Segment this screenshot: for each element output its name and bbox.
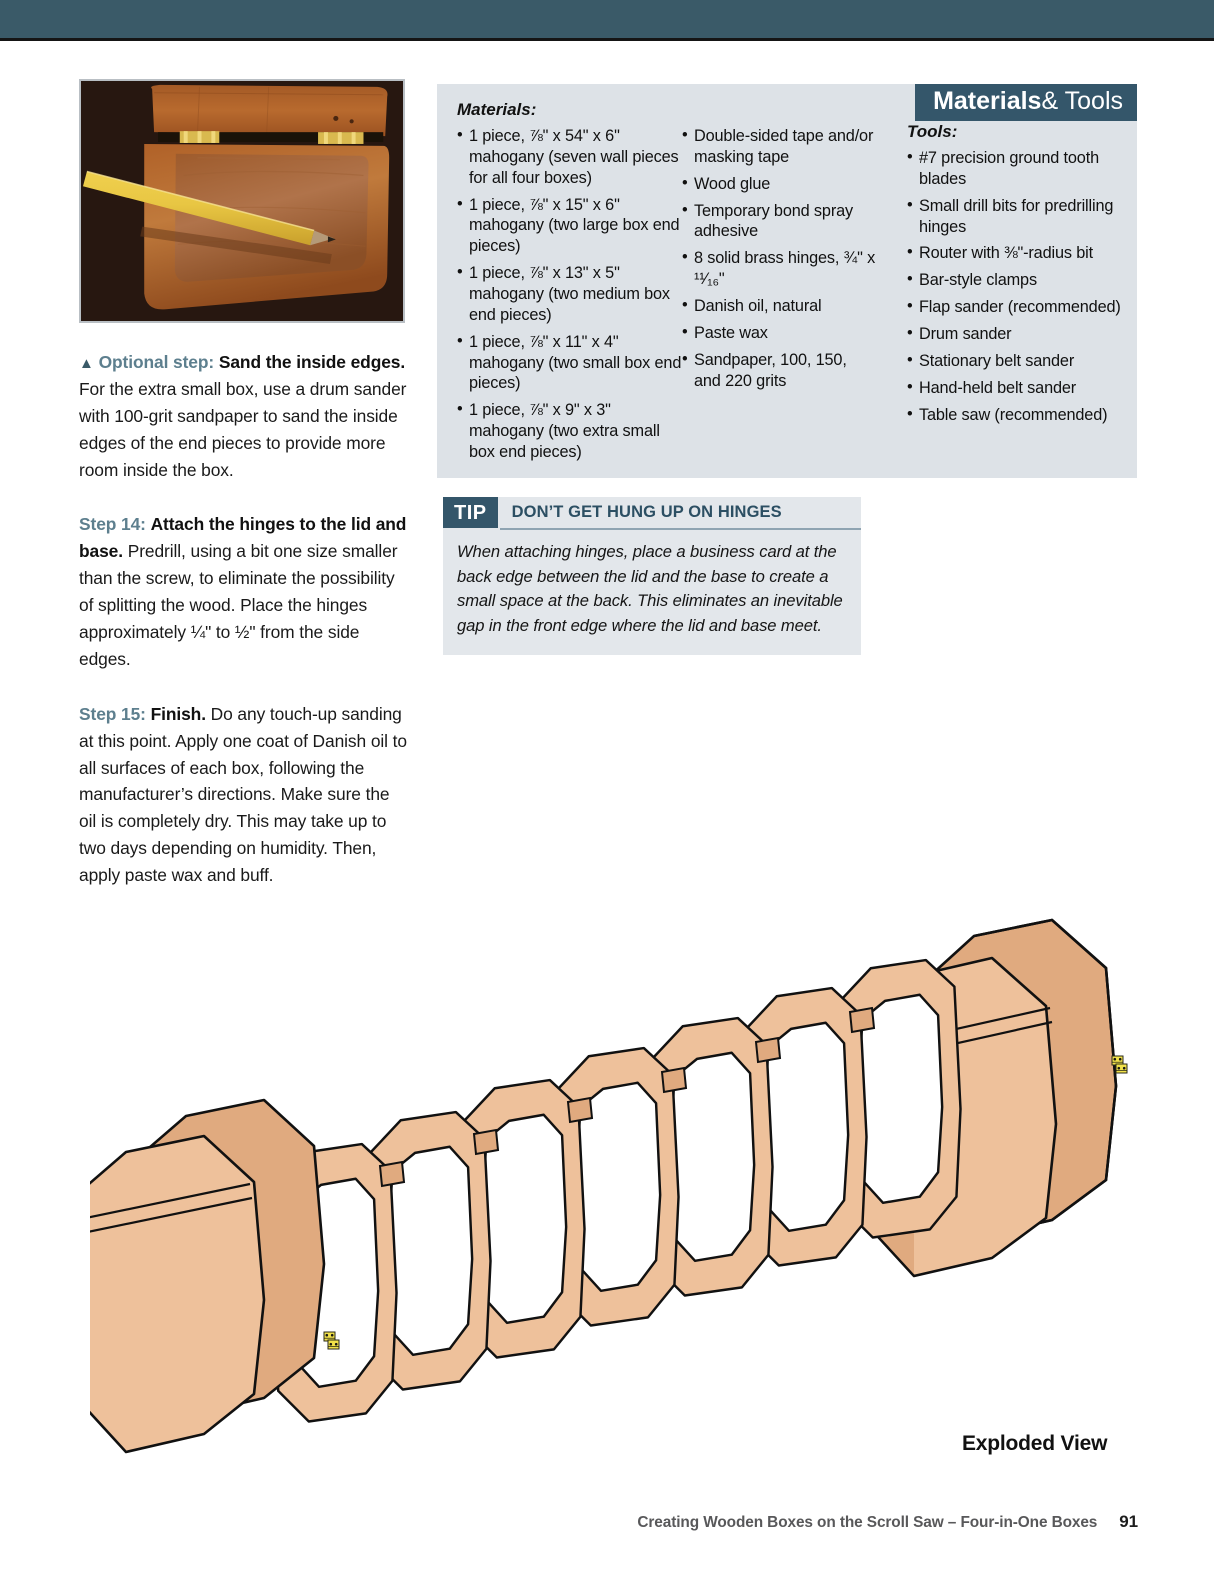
header-regular-word: & Tools [1041,87,1123,115]
page-footer [0,1512,1214,1532]
tip-title: DON’T GET HUNG UP ON HINGES [511,503,782,521]
step-15-label: Step 15: [79,703,146,724]
materials-list-1 [457,126,685,463]
list-item: • Table saw (recommended) [907,405,1132,426]
list-item: • Wood glue [682,174,877,195]
photo-illustration [81,81,403,321]
list-item: • Temporary bond spray adhesive [682,201,877,243]
list-item: • Small drill bits for predrilling hinges [907,196,1132,238]
tip-body-text: When attaching hinges, place a business card at the back edge between the lid and the base to create a small space at the back. This eliminates an inevitable gap in the front edge where the lid and base meet. [457,542,843,635]
header-bold-word: Materials [933,87,1042,115]
photo-open-mahogany-box-with-pencil [79,79,405,323]
footer-title: Creating Wooden Boxes on the Scroll Saw – Four-in-One Boxes [637,1514,1098,1531]
materials-column-1 [457,100,685,469]
list-item: • 8 solid brass hinges, ¾" x ¹¹⁄₁₆" [682,248,877,290]
step-14-paragraph [79,511,409,672]
list-item: • Router with ⅜"-radius bit [907,243,1132,264]
tools-column [907,122,1132,431]
list-item: • 1 piece, ⅞" x 11" x 4" mahogany (two small box end pieces) [457,332,685,395]
tip-box [443,497,861,655]
step-15-heading: Finish. [150,703,206,724]
tip-divider [500,528,861,530]
triangle-marker-icon: ▲ [79,355,94,372]
list-item: • #7 precision ground tooth blades [907,148,1132,190]
step-15-text: Do any touch-up sanding at this point. Apply one coat of Danish oil to all surfaces of each box, following the manufacturer’s directions. Make sure the oil is completely dry. This may take up to two days depending on humidity. Then, apply paste wax and buff. [79,703,407,886]
optional-step-label: Optional step: [98,352,215,372]
optional-step-text: For the extra small box, use a drum sander with 100-grit sandpaper to sand the inside edges of the end pieces to provide more room inside the box. [79,378,407,480]
list-item: • Stationary belt sander [907,351,1132,372]
materials-list-2 [682,126,877,391]
list-item: • Hand-held belt sander [907,378,1132,399]
tip-badge: TIP [443,497,498,528]
step-14-heading: Attach the hinges to the lid and base. [79,514,407,562]
materials-column-2 [682,100,877,397]
left-text-column [79,79,409,889]
list-item: • Flap sander (recommended) [907,297,1132,318]
list-item: • Sandpaper, 100, 150, and 220 grits [682,350,877,392]
optional-step-heading: Sand the inside edges. [218,352,406,372]
optional-step-paragraph [79,349,409,483]
list-item: • 1 piece, ⅞" x 9" x 3" mahogany (two extra small box end pieces) [457,400,685,463]
materials-title: Materials: [457,100,537,119]
list-item: • 1 piece, ⅞" x 54" x 6" mahogany (seven wall pieces for all four boxes) [457,126,685,189]
list-item: • 1 piece, ⅞" x 15" x 6" mahogany (two large box end pieces) [457,195,685,258]
exploded-view-svg [90,890,1160,1490]
tools-list [907,148,1132,425]
list-item: • Paste wax [682,323,877,344]
step-14-text: Predrill, using a bit one size smaller than the screw, to eliminate the possibility of splitting the wood. Place the hinges approximately ¼" to ½" from the side edges. [79,541,398,669]
step-15-paragraph [79,701,409,889]
page-top-banner [0,0,1214,41]
materials-and-tools-panel [437,84,1137,478]
list-item: • 1 piece, ⅞" x 13" x 5" mahogany (two medium box end pieces) [457,263,685,326]
list-item: • Bar-style clamps [907,270,1132,291]
tools-title: Tools: [907,122,958,141]
tip-header [443,497,861,528]
exploded-view-diagram [90,890,1160,1490]
list-item: • Drum sander [907,324,1132,345]
list-item: • Double-sided tape and/or masking tape [682,126,877,168]
exploded-view-caption: Exploded View [962,1432,1108,1455]
list-item: • Danish oil, natural [682,296,877,317]
page-number: 91 [1119,1512,1138,1531]
step-14-label: Step 14: [79,514,146,535]
